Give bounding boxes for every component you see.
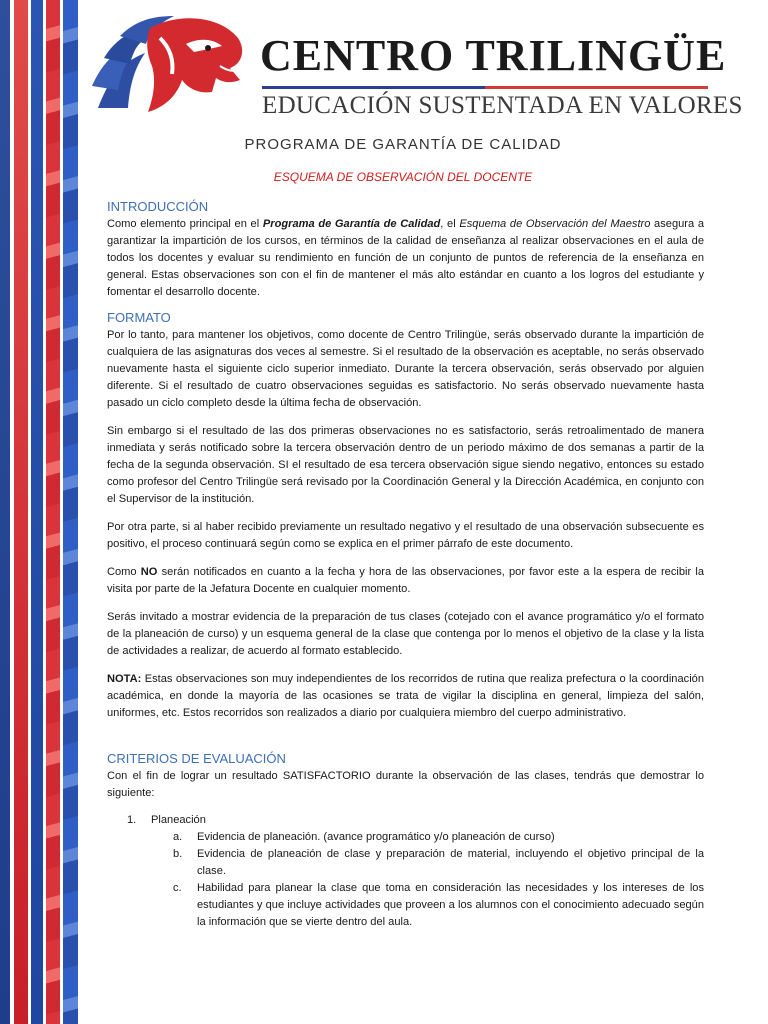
spacer (107, 301, 704, 309)
formato-paragraph-5: Serás invitado a mostrar evidencia de la preparación de tus clases (cotejado con el avance programático y/o el formato de la planeación de curso) y un esquema general de la clase que contenga por lo menos el objetivo de la clase y la lista de actividades a realizar, de acuerdo al formato establecido. (107, 611, 704, 657)
text-run: , el (440, 218, 460, 230)
divider-blue (262, 86, 485, 89)
formato-paragraph-2: Sin embargo si el resultado de las dos primeras observaciones no es satisfactorio, serás retroalimentado de manera inmediata y serás notificado sobre la tercera observación dentro de un periodo máximo de dos semanas a partir de la fecha de la segunda observación. SI el resultado de esa tercera observación sigue siendo negativo, entonces su estado como profesor del Centro Trilingüe será revisado por la Coordinación General y la Dirección Académica, en conjunto con el Supervisor de la institución. (107, 425, 704, 505)
stripe (63, 0, 78, 1024)
criteria-list (107, 812, 704, 931)
program-title: PROGRAMA DE GARANTÍA DE CALIDAD (244, 136, 562, 153)
brand-divider (262, 86, 708, 89)
text-run: serán notificados en cuanto a la fecha y hora de las observaciones, por favor este a la espera de recibir la visita por parte de la Jefatura Docente en cualquier momento. (107, 566, 704, 595)
stripe (0, 0, 10, 1024)
list-item (107, 812, 704, 931)
stripe (14, 0, 28, 1024)
sub-list-letter: a. (173, 831, 183, 843)
intro-heading: INTRODUCCIÓN (107, 199, 209, 214)
brand-subtitle: EDUCACIÓN SUSTENTADA EN VALORES (262, 92, 743, 119)
sub-list-text: Evidencia de planeación de clase y preparación de material, incluyendo el objetivo principal de la clase. (197, 848, 704, 877)
sub-list-item (107, 846, 704, 880)
document-subtitle: ESQUEMA DE OBSERVACIÓN DEL DOCENTE (273, 170, 533, 184)
stripe (31, 0, 43, 1024)
decorative-side-stripes (0, 0, 78, 1024)
intro-paragraph (107, 216, 704, 301)
formato-note-paragraph (107, 671, 704, 722)
sub-list (107, 829, 704, 931)
lion-logo (90, 8, 250, 118)
sub-list-item (107, 829, 704, 846)
text-run: Estas observaciones son muy independientes de los recorridos de rutina que realiza prefectura o la coordinación académica, en donde la mayoría de las ocasiones se trata de vigilar la disciplina en general, limpieza del salón, uniformes, etc. Estos recorridos son realizados a diario por cualquiera miembro del cuerpo administrativo. (107, 673, 704, 719)
text-run: Como (107, 566, 141, 578)
criterios-paragraph: Con el fin de lograr un resultado SATISFACTORIO durante la observación de las clases, tendrás que demostrar lo siguiente: (107, 770, 704, 799)
sub-list-letter: c. (173, 882, 182, 894)
note-label: NOTA: (107, 673, 142, 685)
stripe (46, 0, 60, 1024)
spacer (107, 722, 704, 750)
program-name-emphasis: Programa de Garantía de Calidad (262, 218, 441, 230)
divider-red (485, 86, 708, 89)
sub-list-item (107, 880, 704, 931)
text-run: Como elemento principal en el (107, 218, 263, 230)
list-item-label: Planeación (151, 814, 206, 826)
scheme-name-emphasis: Esquema de Observación del Maestro (459, 218, 651, 230)
lion-head-red (147, 18, 242, 112)
sub-list-letter: b. (173, 848, 183, 860)
text-run: asegura a garantizar la impartición de los cursos, en términos de la calidad de enseñanza al realizar observaciones en el aula de todos los docentes y evaluar su rendimiento en función de un conjunto de puntos de referencia de la enseñanza en general. Estas observaciones son con el fin de mantener el más alto estándar en cuanto a los logros del estudiante y fomentar el desarrollo docente. (107, 218, 704, 298)
list-number: 1. (127, 814, 137, 826)
brand-title: CENTRO TRILINGÜE (260, 31, 727, 80)
sub-list-text: Evidencia de planeación. (avance programático y/o planeación de curso) (197, 831, 555, 843)
sub-list-text: Habilidad para planear la clase que toma en consideración las necesidades y los intereses de los estudiantes y que incluye actividades que proveen a los alumnos con el conocimiento adecuado según la información que se vierte dentro del aula. (197, 882, 704, 928)
formato-paragraph-3: Por otra parte, si al haber recibido previamente un resultado negativo y el resultado de una observación subsecuente es positivo, el proceso continuará según como se explica en el primer párrafo de este documento. (107, 521, 704, 550)
formato-heading: FORMATO (107, 310, 171, 325)
no-emphasis: NO (140, 566, 158, 578)
formato-paragraph-1: Por lo tanto, para mantener los objetivos, como docente de Centro Trilingüe, serás observado durante la impartición de cualquiera de las asignaturas dos veces al semestre. Si el resultado de la observación es aceptable, no serás observado nuevamente hasta el siguiente ciclo superior inmediato. Durante la tercera observación, serás observado por alguien diferente. Si el resultado de cuatro observaciones seguidas es satisfactorio. No serás observado nuevamente hasta pasado un ciclo completo desde la última fecha de observación. (107, 329, 704, 409)
formato-paragraph-4 (107, 564, 704, 598)
document-body (107, 198, 704, 931)
criterios-heading: CRITERIOS DE EVALUACIÓN (107, 751, 286, 766)
